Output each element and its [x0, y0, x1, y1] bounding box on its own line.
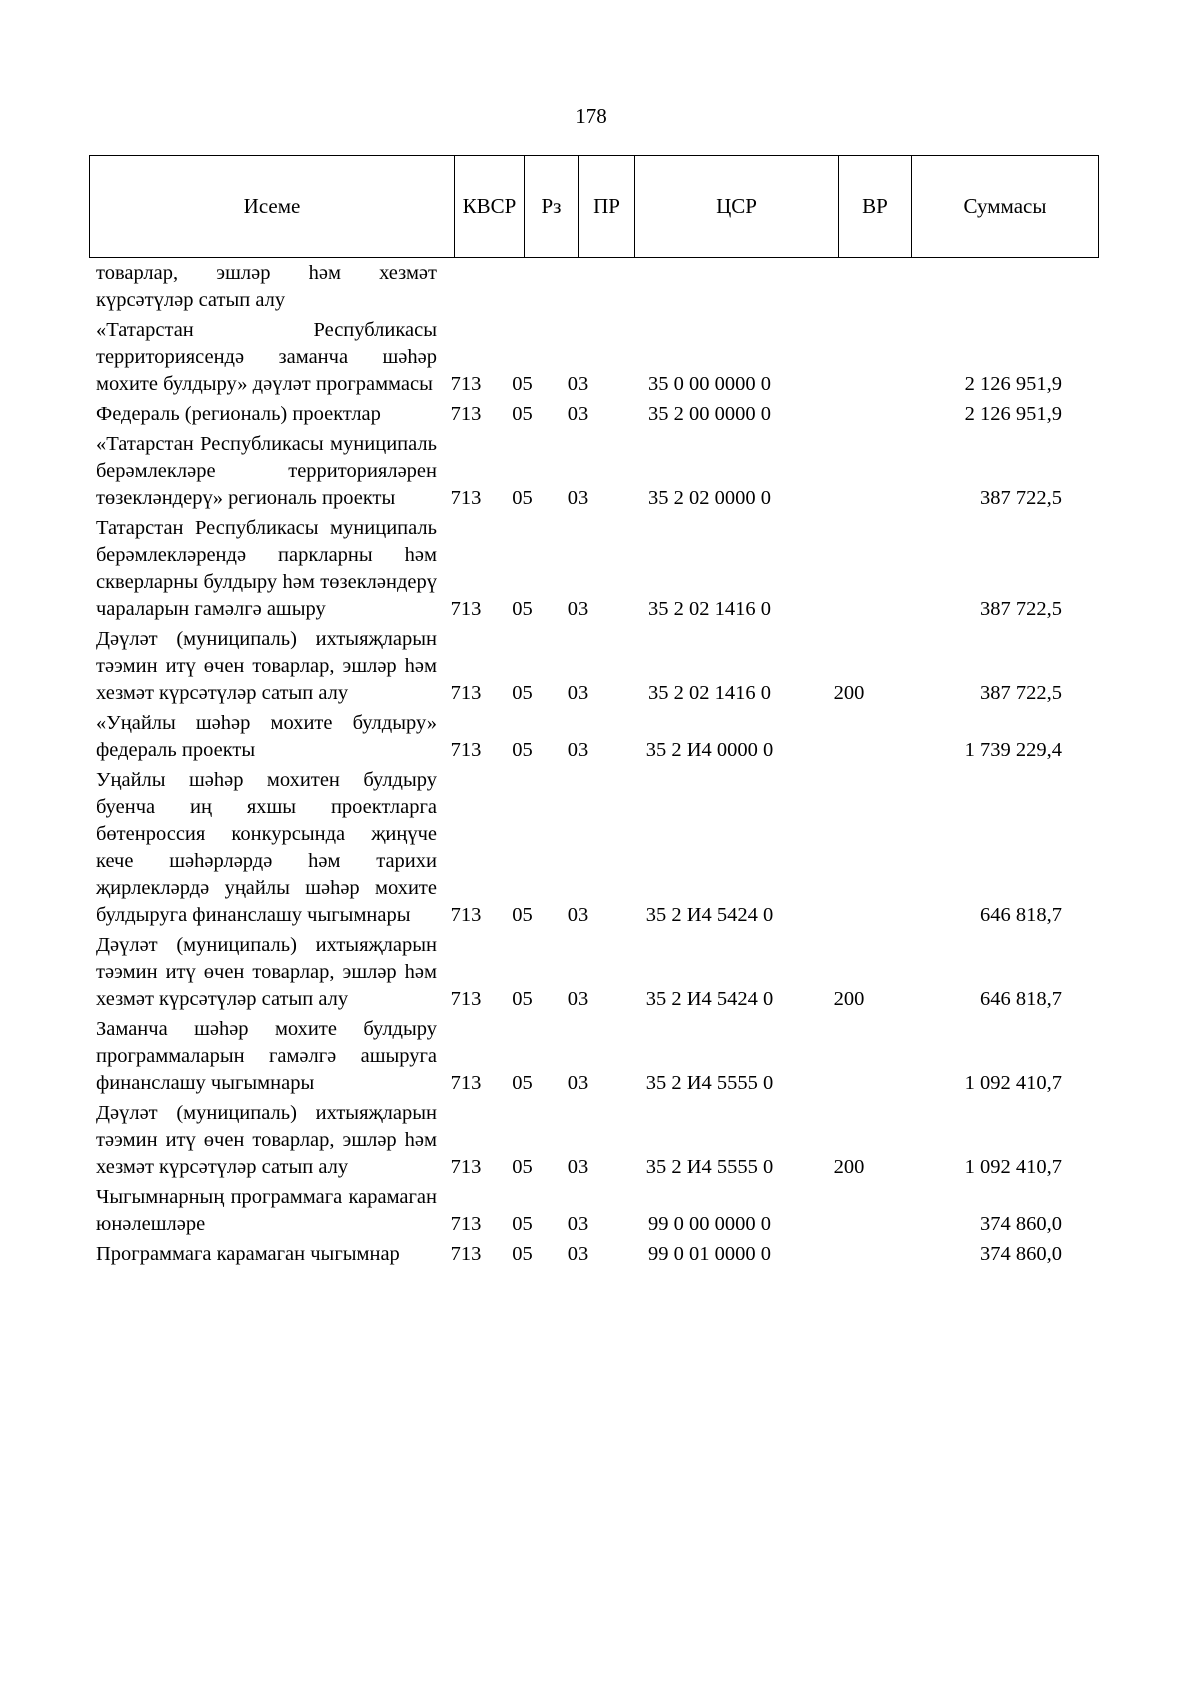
row-pr: 03 — [567, 739, 589, 761]
row-csr: 35 2 02 0000 0 — [648, 487, 771, 509]
row-pr: 03 — [567, 487, 589, 509]
table-row — [89, 260, 1089, 314]
row-name: Уңайлы шәһәр мохитен булдыру буенча иң яхшы проектларга бөтенроссия конкурсында җиңүче кече шәһәрләрдә һәм тарихи җирлекләрдә уңайлы шәһәр мохите булдыруга финанслашу чыгымнары — [96, 769, 437, 926]
row-csr: 35 2 00 0000 0 — [648, 403, 771, 425]
table-row — [89, 626, 1089, 707]
row-sum: 2 126 951,9 — [964, 373, 1062, 395]
row-rz: 05 — [512, 904, 533, 926]
row-rz: 05 — [512, 682, 533, 704]
row-pr: 03 — [567, 1156, 589, 1178]
row-csr: 35 2 02 1416 0 — [648, 598, 771, 620]
row-pr: 03 — [567, 373, 589, 395]
row-csr: 35 2 02 1416 0 — [648, 682, 771, 704]
row-pr: 03 — [567, 598, 589, 620]
row-rz: 05 — [512, 373, 533, 395]
table-row — [89, 515, 1089, 623]
row-pr: 03 — [567, 1072, 589, 1094]
row-sum: 2 126 951,9 — [964, 403, 1062, 425]
column-header-pr: ПР — [579, 156, 635, 258]
row-sum: 387 722,5 — [980, 487, 1062, 509]
table-row — [89, 710, 1089, 764]
row-csr: 99 0 00 0000 0 — [648, 1213, 771, 1235]
row-kvsr: 713 — [450, 739, 482, 761]
row-sum: 374 860,0 — [980, 1213, 1062, 1235]
column-header-vr: ВР — [839, 156, 912, 258]
table-row — [89, 1100, 1089, 1181]
row-csr: 99 0 01 0000 0 — [648, 1243, 771, 1265]
table-row — [89, 767, 1089, 929]
row-rz: 05 — [512, 1243, 533, 1265]
row-name: «Татарстан Республикасы муниципаль берәмлекләре территорияләрен төзекләндерү» региональ проекты — [96, 433, 437, 509]
row-pr: 03 — [567, 682, 589, 704]
column-header-name: Исеме — [90, 156, 455, 258]
table-body — [89, 260, 1089, 1271]
row-rz: 05 — [512, 487, 533, 509]
table-row — [89, 431, 1089, 512]
row-kvsr: 713 — [450, 1072, 482, 1094]
page-number: 178 — [575, 104, 607, 128]
row-sum: 646 818,7 — [980, 988, 1062, 1010]
row-kvsr: 713 — [450, 403, 482, 425]
column-header-rz: Рз — [525, 156, 579, 258]
row-rz: 05 — [512, 1156, 533, 1178]
row-rz: 05 — [512, 988, 533, 1010]
row-pr: 03 — [567, 904, 589, 926]
row-kvsr: 713 — [450, 1243, 482, 1265]
row-sum: 1 092 410,7 — [964, 1156, 1062, 1178]
row-name: Чыгымнарның программага карамаган юнәлешләре — [96, 1186, 437, 1235]
row-kvsr: 713 — [450, 1156, 482, 1178]
row-sum: 387 722,5 — [980, 598, 1062, 620]
row-kvsr: 713 — [450, 598, 482, 620]
row-name: Заманча шәһәр мохите булдыру программаларын гамәлгә ашыруга финанслашу чыгымнары — [96, 1018, 437, 1094]
row-rz: 05 — [512, 1072, 533, 1094]
row-sum: 1 092 410,7 — [964, 1072, 1062, 1094]
row-name: «Татарстан Республикасы территориясендә заманча шәһәр мохите булдыру» дәүләт программасы — [96, 319, 437, 395]
table-row — [89, 1241, 1089, 1268]
row-kvsr: 713 — [450, 988, 482, 1010]
table-row — [89, 401, 1089, 428]
row-sum: 374 860,0 — [980, 1243, 1062, 1265]
row-pr: 03 — [567, 1243, 589, 1265]
row-pr: 03 — [567, 403, 589, 425]
column-header-kvsr: КВСР — [455, 156, 525, 258]
table-row — [89, 1016, 1089, 1097]
column-header-csr: ЦСР — [635, 156, 839, 258]
table-header — [89, 155, 1099, 258]
table-row — [89, 932, 1089, 1013]
row-sum: 1 739 229,4 — [964, 739, 1062, 761]
row-sum: 646 818,7 — [980, 904, 1062, 926]
row-name: Программага карамаган чыгымнар — [96, 1243, 400, 1265]
row-csr: 35 2 И4 5555 0 — [645, 1156, 774, 1178]
row-csr: 35 2 И4 0000 0 — [645, 739, 774, 761]
row-vr: 200 — [833, 988, 865, 1010]
table-row — [89, 317, 1089, 398]
row-rz: 05 — [512, 598, 533, 620]
row-vr: 200 — [833, 1156, 865, 1178]
row-pr: 03 — [567, 1213, 589, 1235]
row-name: Дәүләт (муниципаль) ихтыяҗларын тәэмин итү өчен товарлар, эшләр һәм хезмәт күрсәтүләр сатып алу — [96, 934, 437, 1010]
row-name: Дәүләт (муниципаль) ихтыяҗларын тәэмин итү өчен товарлар, эшләр һәм хезмәт күрсәтүләр сатып алу — [96, 1102, 437, 1178]
row-csr: 35 2 И4 5424 0 — [645, 904, 774, 926]
row-rz: 05 — [512, 403, 533, 425]
table-row — [89, 1184, 1089, 1238]
row-kvsr: 713 — [450, 487, 482, 509]
row-rz: 05 — [512, 739, 533, 761]
row-name: товарлар, эшләр һәм хезмәт күрсәтүләр сатып алу — [96, 262, 437, 311]
row-name: «Уңайлы шәһәр мохите булдыру» федераль проекты — [96, 712, 437, 761]
row-csr: 35 0 00 0000 0 — [648, 373, 771, 395]
row-kvsr: 713 — [450, 373, 482, 395]
row-kvsr: 713 — [450, 904, 482, 926]
row-name: Дәүләт (муниципаль) ихтыяҗларын тәэмин итү өчен товарлар, эшләр һәм хезмәт күрсәтүләр сатып алу — [96, 628, 437, 704]
row-vr: 200 — [833, 682, 865, 704]
column-header-sum: Суммасы — [912, 156, 1099, 258]
row-pr: 03 — [567, 988, 589, 1010]
row-kvsr: 713 — [450, 682, 482, 704]
row-csr: 35 2 И4 5424 0 — [645, 988, 774, 1010]
row-name: Федераль (региональ) проектлар — [96, 403, 381, 425]
row-rz: 05 — [512, 1213, 533, 1235]
row-sum: 387 722,5 — [980, 682, 1062, 704]
row-name: Татарстан Республикасы муниципаль берәмлекләрендә паркларны һәм скверларны булдыру һәм төзекләндерү чараларын гамәлгә ашыру — [96, 517, 437, 620]
row-kvsr: 713 — [450, 1213, 482, 1235]
row-csr: 35 2 И4 5555 0 — [645, 1072, 774, 1094]
